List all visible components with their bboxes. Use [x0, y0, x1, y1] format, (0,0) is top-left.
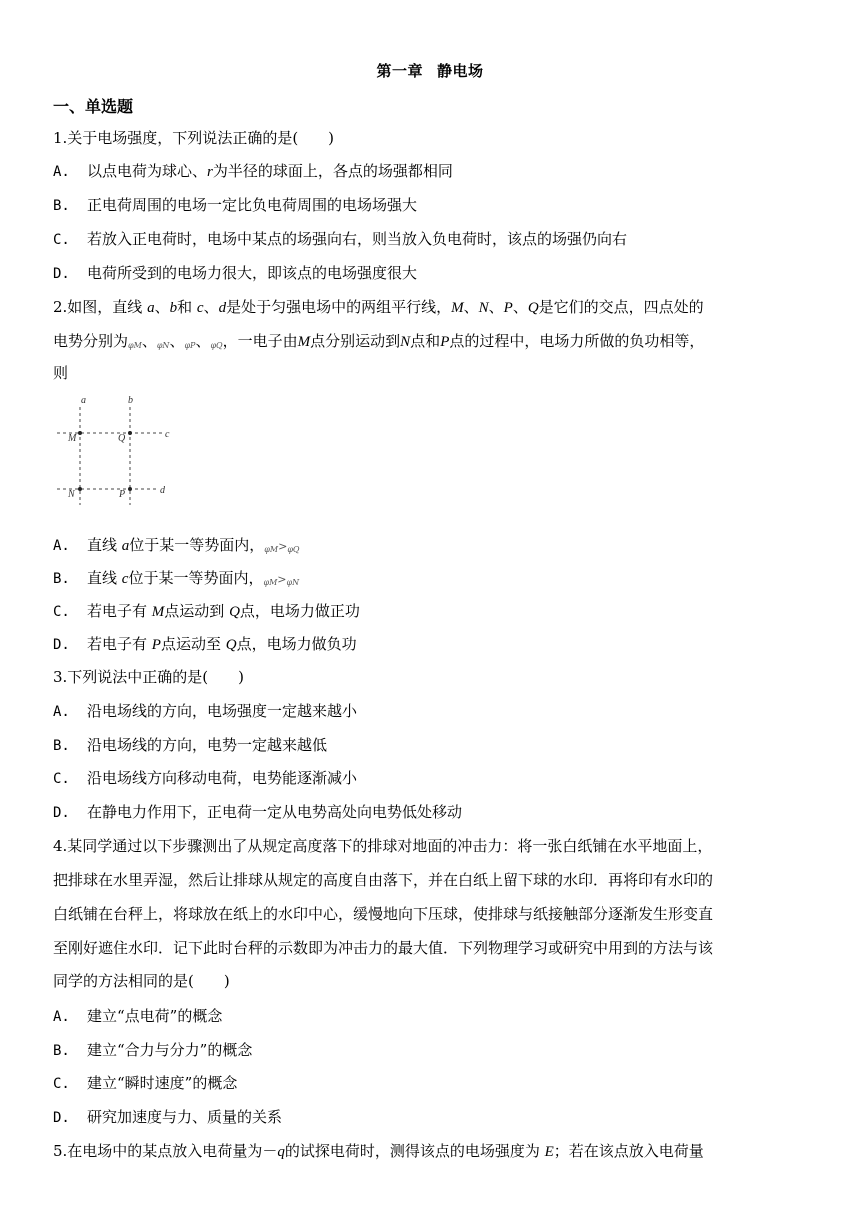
chapter-title	[0, 60, 860, 81]
q2-option-d: D. 若电子有 P点运动至 Q点，电场力做负功	[53, 635, 357, 653]
q1-option-c: C. 若放入正电荷时，电场中某点的场强向右，则当放入负电荷时，该点的场强仍向右	[53, 230, 628, 248]
q4-option-d: D. 研究加速度与力、质量的关系	[53, 1108, 283, 1126]
q3-option-b: B. 沿电场线的方向，电势一定越来越低	[53, 736, 328, 754]
q4-stem-line-1: 4.某同学通过以下步骤测出了从规定高度落下的排球对地面的冲击力：将一张白纸铺在水平地面上，	[53, 837, 713, 855]
chapter-number: 第一章	[376, 62, 423, 80]
q4-stem-line-5: 同学的方法相同的是( )	[53, 972, 230, 990]
q4-stem-line-2: 把排球在水里弄湿，然后让排球从规定的高度自由落下，并在白纸上留下球的水印．再将印有水印的	[53, 871, 714, 889]
q1-option-d: D. 电荷所受到的电场力很大，即该点的电场强度很大	[53, 264, 418, 282]
label-p: P	[119, 489, 126, 500]
label-a: a	[81, 395, 86, 406]
q4-option-b: B. 建立“合力与分力”的概念	[53, 1041, 253, 1059]
q3-option-d: D. 在静电力作用下，正电荷一定从电势高处向电势低处移动	[53, 803, 463, 821]
q4-option-c: C. 建立“瞬时速度”的概念	[53, 1074, 238, 1092]
label-b: b	[128, 395, 133, 406]
q3-option-a: A. 沿电场线的方向，电场强度一定越来越小	[53, 702, 358, 720]
q3-stem: 3.下列说法中正确的是( )	[53, 668, 245, 686]
q2-stem-line-3: 则	[53, 364, 69, 382]
label-m: M	[68, 433, 77, 444]
point-n	[78, 487, 82, 491]
q2-option-a: A. 直线 a位于某一等势面内，$_{\varphi M}>_{\varphi Q}$	[53, 536, 300, 554]
q5-stem-line-1: 5.在电场中的某点放入电荷量为－q的试探电荷时，测得该点的电场强度为 E；若在该点放入电荷量	[53, 1142, 704, 1160]
point-m	[78, 431, 82, 435]
point-q	[128, 431, 132, 435]
chapter-name: 静电场	[437, 62, 484, 80]
q1-stem: 1.关于电场强度，下列说法正确的是( )	[53, 129, 335, 147]
q2-stem-line-1: 2.如图，直线 a、b和 c、d是处于匀强电场中的两组平行线，M、N、P、Q是它们的交点，四点处的	[53, 298, 704, 316]
q3-option-c: C. 沿电场线方向移动电荷，电势能逐渐减小	[53, 769, 358, 787]
q1-option-a: A. 以点电荷为球心、r为半径的球面上，各点的场强都相同	[53, 162, 453, 180]
q4-option-a: A. 建立“点电荷”的概念	[53, 1007, 223, 1025]
point-p	[128, 487, 132, 491]
label-d: d	[160, 485, 165, 496]
q2-grid-figure	[53, 393, 183, 505]
section-heading: 一、单选题	[53, 97, 134, 116]
q4-stem-line-3: 白纸铺在台秤上，将球放在纸上的水印中心，缓慢地向下压球，使排球与纸接触部分逐渐发生形变直	[53, 905, 714, 923]
q2-option-c: C. 若电子有 M点运动到 Q点，电场力做正功	[53, 602, 360, 620]
q4-stem-line-4: 至刚好遮住水印．记下此时台秤的示数即为冲击力的最大值．下列物理学习或研究中用到的方法与该	[53, 939, 714, 957]
label-c: c	[165, 429, 170, 440]
q2-option-b: B. 直线 c位于某一等势面内，$_{\varphi M}>_{\varphi N}$	[53, 569, 300, 587]
label-n: N	[68, 489, 75, 500]
q2-stem-line-2: 电势分别为$_{\varphi M}$、$_{\varphi N}$、$_{\varphi P}$、$_{\varphi Q}$，一电子由M点分别运动到N点和P点的过程中，电场力所做的负功相等，	[53, 332, 705, 350]
q1-option-b: B. 正电荷周围的电场一定比负电荷周围的电场场强大	[53, 196, 418, 214]
label-q: Q	[118, 433, 126, 444]
